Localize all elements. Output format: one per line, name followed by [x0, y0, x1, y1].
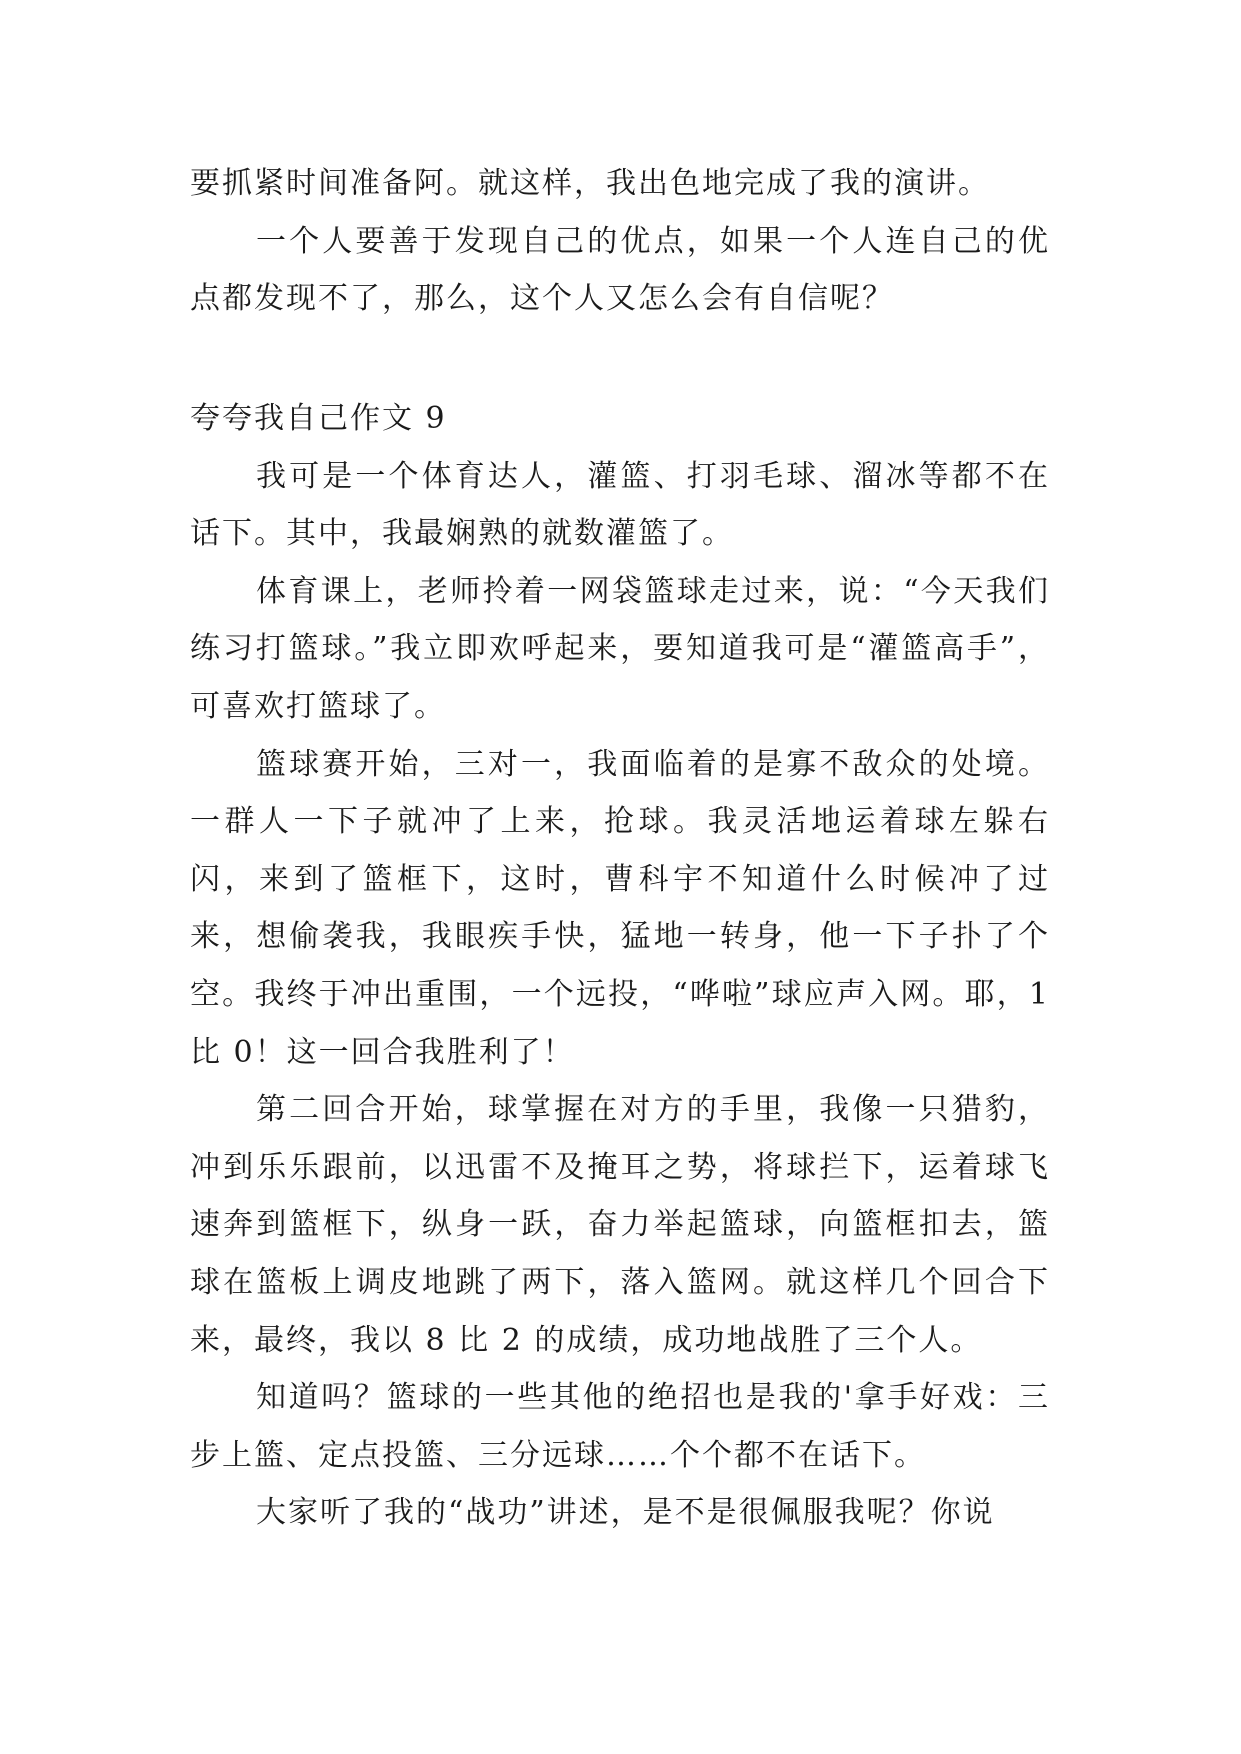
essay-title: 夸夸我自己作文 9 [190, 401, 447, 436]
previous-essay-ending [190, 155, 1050, 328]
paragraph: 大家听了我的“战功”讲述，是不是很佩服我呢？你说 [256, 1495, 995, 1531]
paragraph: 知道吗？篮球的一些其他的绝招也是我的'拿手好戏：三步上篮、定点投篮、三分远球……个个都不在话下。 [190, 1380, 1050, 1473]
paragraph: 篮球赛开始，三对一，我面临着的是寡不敌众的处境。一群人一下子就冲了上来，抢球。我灵活地运着球左躲右闪，来到了篮框下，这时，曹科宇不知道什么时候冲了过来，想偷袭我，我眼疾手快，猛地一转身，他一下子扑了个空。我终于冲出重围，一个远投，“哗啦”球应声入网。耶，1 比 0！这一回合我胜利了！ [190, 746, 1050, 1070]
continued-paragraph: 要抓紧时间准备阿。就这样，我出色地完成了我的演讲。 [190, 166, 990, 201]
essay-section [190, 390, 1050, 1542]
paragraph: 第二回合开始，球掌握在对方的手里，我像一只猎豹，冲到乐乐跟前，以迅雷不及掩耳之势，将球拦下，运着球飞速奔到篮框下，纵身一跃，奋力举起篮球，向篮框扣去，篮球在篮板上调皮地跳了两下，落入篮网。就这样几个回合下来，最终，我以 8 比 2 的成绩，成功地战胜了三个人。 [190, 1092, 1050, 1358]
paragraph: 体育课上，老师拎着一网袋篮球走过来，说：“今天我们练习打篮球。”我立即欢呼起来，要知道我可是“灌篮高手”，可喜欢打篮球了。 [190, 573, 1050, 724]
paragraph: 我可是一个体育达人，灌篮、打羽毛球、溜冰等都不在话下。其中，我最娴熟的就数灌篮了。 [190, 458, 1050, 552]
paragraph: 一个人要善于发现自己的优点，如果一个人连自己的优点都发现不了，那么，这个人又怎么会有自信呢？ [190, 223, 1050, 317]
